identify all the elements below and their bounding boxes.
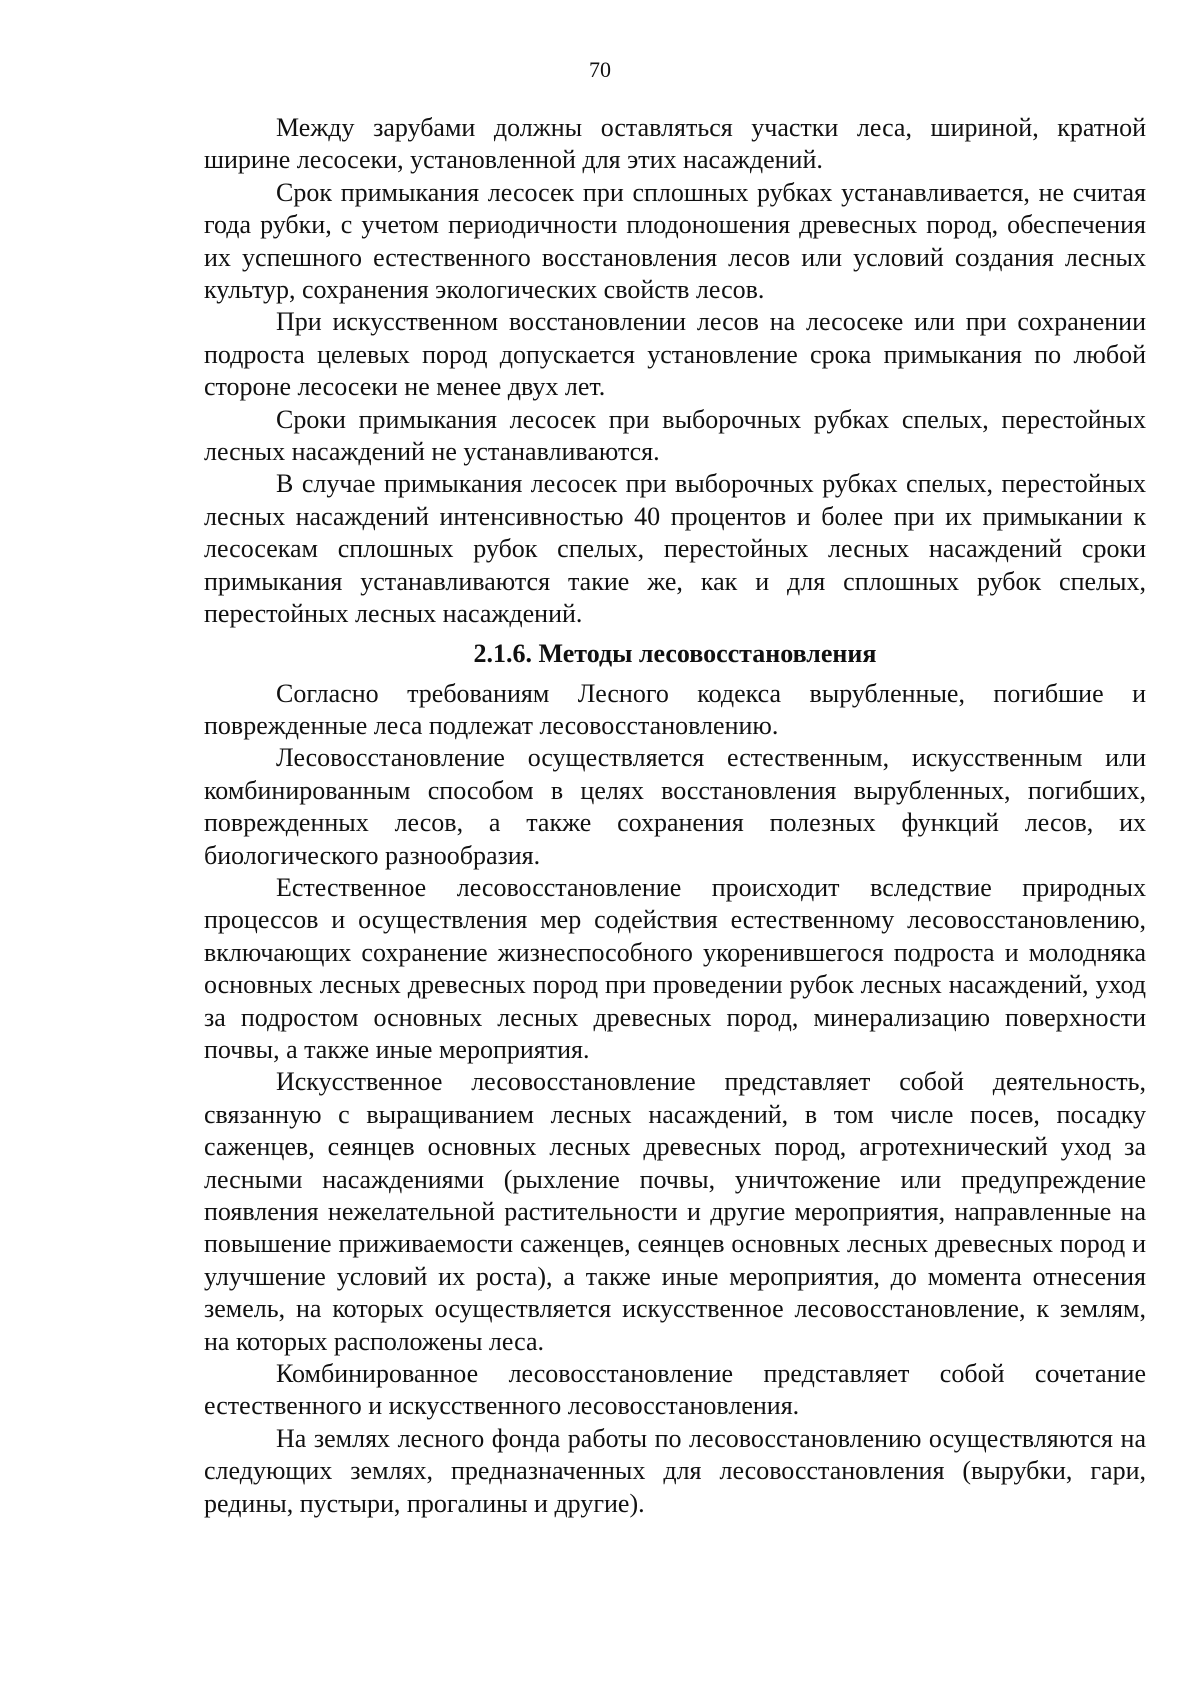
section-heading: 2.1.6. Методы лесовосстановления: [473, 638, 877, 668]
document-body: [204, 112, 1146, 1520]
paragraph: Лесовосстановление осуществляется естественным, искусственным или комбинированным способом в целях восстановления вырубленных, погибших, поврежденных лесов, а также сохранения полезных функций лесов, их биологического разнообразия.: [204, 743, 1146, 870]
paragraph: При искусственном восстановлении лесов на лесосеке или при сохранении подроста целевых пород допускается установление срока примыкания по любой стороне лесосеки не менее двух лет.: [204, 307, 1146, 402]
paragraph: Согласно требованиям Лесного кодекса вырубленные, погибшие и поврежденные леса подлежат лесовосстановлению.: [204, 678, 1146, 740]
paragraph: На землях лесного фонда работы по лесовосстановлению осуществляются на следующих землях, предназначенных для лесовосстановления (вырубки, гари, редины, пустыри, прогалины и другие).: [204, 1423, 1146, 1518]
paragraph: Комбинированное лесовосстановление представляет собой сочетание естественного и искусственного лесовосстановления.: [204, 1359, 1146, 1421]
page-number: 70: [589, 57, 611, 82]
paragraph: В случае примыкания лесосек при выборочных рубках спелых, перестойных лесных насаждений интенсивностью 40 процентов и более при их примыкании к лесосекам сплошных рубок спелых, перестойных лесных насаждений сроки примыкания устанавливаются такие же, как и для сплошных рубок спелых, перестойных лесных насаждений.: [204, 469, 1146, 629]
paragraph: Срок примыкания лесосек при сплошных рубках устанавливается, не считая года рубки, с учетом периодичности плодоношения древесных пород, обеспечения их успешного естественного восстановления лесов или условий создания лесных культур, сохранения экологических свойств лесов.: [204, 177, 1146, 305]
paragraph: Искусственное лесовосстановление представляет собой деятельность, связанную с выращиванием лесных насаждений, в том числе посев, посадку саженцев, сеянцев основных лесных древесных пород, агротехнический уход за лесными насаждениями (рыхление почвы, уничтожение или предупреждение появления нежелательной растительности и другие мероприятия, направленные на повышение приживаемости саженцев, сеянцев основных лесных древесных пород и улучшение условий их роста), а также иные мероприятия, до момента отнесения земель, на которых осуществляется искусственное лесовосстановление, к землям, на которых расположены леса.: [204, 1067, 1146, 1356]
paragraph: Между зарубами должны оставляться участки леса, шириной, кратной ширине лесосеки, установленной для этих насаждений.: [204, 113, 1146, 175]
paragraph: Сроки примыкания лесосек при выборочных рубках спелых, перестойных лесных насаждений не устанавливаются.: [204, 404, 1146, 467]
paragraph: Естественное лесовосстановление происходит вследствие природных процессов и осуществления мер содействия естественному лесовосстановлению, включающих сохранение жизнеспособного укоренившегося подроста и молодняка основных лесных древесных пород при проведении рубок лесных насаждений, уход за подростом основных лесных древесных пород, минерализацию поверхности почвы, а также иные мероприятия.: [204, 872, 1146, 1064]
